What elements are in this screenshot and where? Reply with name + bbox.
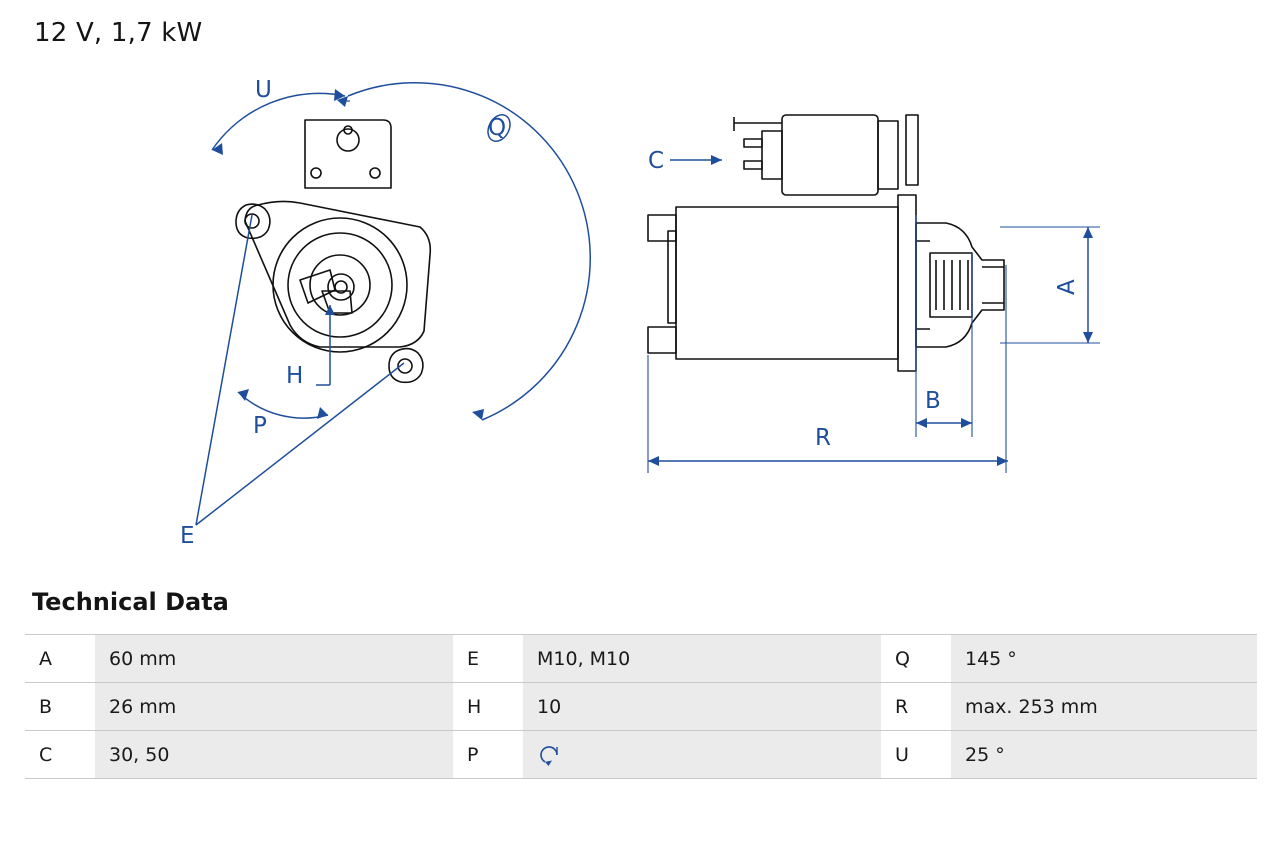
row-key-c: C [25,731,95,779]
svg-text:B: B [925,388,941,414]
right-view-labels [648,148,1080,451]
row-key-q: Q [881,635,951,683]
svg-text:C: C [648,148,665,174]
svg-text:Q: Q [488,115,507,141]
row-value-e: M10, M10 [523,635,881,683]
rotation-arrow-icon [537,742,563,768]
row-value-c: 30, 50 [95,731,453,779]
row-key-p: P [453,731,523,779]
page-title: 12 V, 1,7 kW [34,18,203,48]
svg-text:U: U [255,77,272,103]
row-key-e: E [453,635,523,683]
svg-text:E: E [180,523,195,549]
left-view-outlines [236,120,430,382]
drawing-svg [0,55,1280,575]
row-value-h: 10 [523,683,881,731]
row-key-h: H [453,683,523,731]
technical-data-heading: Technical Data [32,588,229,616]
svg-text:H: H [286,363,304,389]
right-view-dimensions [648,155,1100,473]
row-value-u: 25 ° [951,731,1257,779]
row-key-b: B [25,683,95,731]
right-view-outlines [648,115,1004,371]
svg-text:A: A [1054,279,1080,295]
row-value-r: max. 253 mm [951,683,1257,731]
row-value-a: 60 mm [95,635,453,683]
table-row [25,731,1257,779]
table-row [25,683,1257,731]
technical-drawings [0,55,1280,575]
row-key-u: U [881,731,951,779]
technical-data-table [25,634,1257,779]
row-value-q: 145 ° [951,635,1257,683]
row-value-p [523,731,881,779]
row-key-r: R [881,683,951,731]
table-row [25,635,1257,683]
left-view-dimensions [196,83,590,525]
svg-text:P: P [253,413,267,439]
row-key-a: A [25,635,95,683]
svg-text:R: R [815,425,831,451]
row-value-b: 26 mm [95,683,453,731]
